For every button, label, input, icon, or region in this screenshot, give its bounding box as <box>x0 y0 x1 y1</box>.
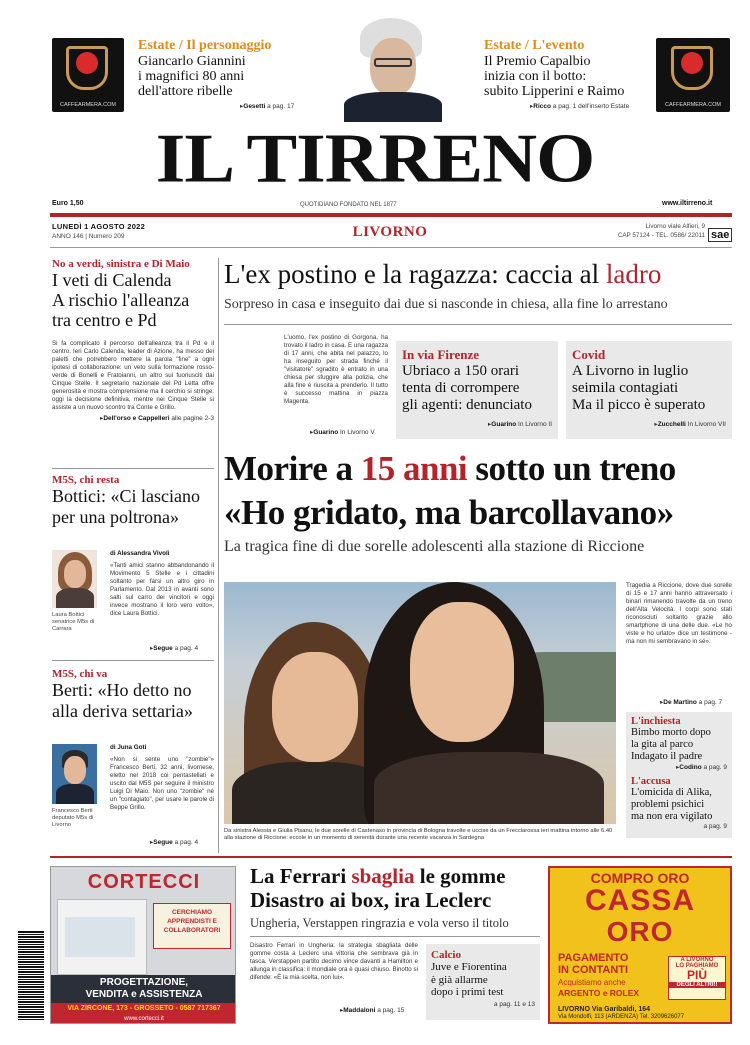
teaser-bar <box>0 0 750 125</box>
promo-badge <box>668 956 726 1000</box>
ad-address: VIA ZIRCONE, 173 - GROSSETO - 0587 717367 <box>51 1003 236 1014</box>
ferrari-subhead: Ungheria, Verstappen ringrazia e vola verso il titolo <box>250 916 509 930</box>
story-ref[interactable]: ▸Maddaloni a pag. 15 <box>340 1007 405 1014</box>
promo-line: LO PAGHIAMO <box>675 963 719 969</box>
dateline-rule <box>50 247 732 248</box>
ref-author: Segue <box>153 645 173 652</box>
kicker: L'inchiesta <box>631 716 681 727</box>
masthead-title[interactable]: IL TIRRENO <box>155 119 595 198</box>
kicker: M5S, chi va <box>52 668 108 680</box>
headline: I veti di Calenda <box>52 270 172 290</box>
headline: la gita al parco <box>631 739 694 750</box>
headline: Ubriaco a 150 orari <box>402 363 520 379</box>
ad-compro-oro[interactable] <box>548 866 732 1024</box>
box-firenze[interactable] <box>396 341 558 439</box>
headline-text: le gomme <box>414 864 506 888</box>
headline: per una poltrona» <box>52 507 179 527</box>
headline: tra centro e Pd <box>52 310 157 330</box>
ref-page: In Livorno II <box>518 421 552 428</box>
divider <box>52 468 214 469</box>
teaser-right-line: Il Premio Capalbio <box>484 54 591 69</box>
ref-page: a pag. 7 <box>698 699 723 706</box>
ad-address: LIVORNO Via Garibaldi, 164 <box>558 1006 651 1013</box>
kicker: No a verdi, sinistra e Di Maio <box>52 258 190 270</box>
ref-page: a pag. 9 <box>703 823 727 830</box>
ad-address: Via Mondolfi, 113 (ARDENZA) Tel. 3209626077 <box>558 1014 685 1020</box>
ad-line: PAGAMENTO <box>558 952 629 964</box>
headline: L'omicida di Alika, <box>631 787 712 798</box>
headline: A Livorno in luglio <box>572 363 689 379</box>
headline: Ma il picco è superato <box>572 397 706 413</box>
left-column <box>52 258 214 422</box>
ref-author: Dell'orso e Cappelleri <box>103 415 170 422</box>
divider <box>52 660 214 661</box>
box-accusa[interactable] <box>626 772 732 838</box>
cafe-label: CAFFEARMERA.COM <box>60 102 116 108</box>
teaser-left-kicker: Estate / Il personaggio <box>138 38 272 53</box>
heart-icon <box>681 52 703 74</box>
ref-author: Gesetti <box>243 103 266 110</box>
ref-author: Codino <box>679 764 702 771</box>
headline: Berti: «Ho detto no <box>52 680 192 700</box>
headline: A rischio l'alleanza <box>52 290 190 310</box>
column-divider <box>218 258 219 853</box>
headline: dopo i primi test <box>431 986 504 998</box>
body-text: «Tanti amici stanno abbandonando il Movimento 5 Stelle e i cittadini soltanto per farsi un altro giro in Parlamento. Dal 2013 in avanti sono salti sul carro dei vincitori e oggi invece mostrano il loro vero volto», dice Laura Bottici. <box>110 562 214 617</box>
divider <box>224 324 732 325</box>
body-text: Si fa complicato il percorso dell'alleanza tra il Pd e il centro. Ieri Carlo Calenda, leader di Azione, ha messo dei paletti che potrebbero mettere la parola "fine" a ogni ipotesi di collaborazione: un veto sulla formazione rosso-verde di Bonelli e Fratoianni, un altro sui fuoriusciti dai Cinque Stelle. Il segretario nazionale del Pd Letta offre generosità e mostra comprensione ma il cerchio si stringe: oggi la decisione definitiva, mentre nei Cinque Stelle si assiste a un nuovo scontro tra Conte e Grillo. <box>52 340 214 411</box>
kicker: In via Firenze <box>402 347 480 362</box>
story-bottici[interactable] <box>52 474 214 528</box>
kicker: Covid <box>572 347 606 362</box>
top-story-subhead: Sorpreso in casa e inseguito dai due si nasconde in chiesa, alla fine lo arrestano <box>224 297 668 312</box>
headline: Indagato il padre <box>631 751 703 762</box>
headline-text: Morire a <box>224 449 361 488</box>
date: LUNEDÌ 1 AGOSTO 2022 <box>52 222 146 231</box>
cafe-ad-left[interactable] <box>52 38 124 112</box>
ad-title: CORTECCI <box>87 871 201 893</box>
ad-line: VENDITA e ASSISTENZA <box>51 989 236 1003</box>
headline-highlight: sbaglia <box>351 864 415 888</box>
ad-brand: ORO <box>606 916 674 947</box>
sae-logo: sae <box>708 228 732 242</box>
ad-line: Acquistiamo anche <box>558 978 626 987</box>
teaser-left-ref[interactable]: ▸Gesetti a pag. 17 <box>240 103 295 110</box>
ad-cortecci[interactable] <box>50 866 236 1024</box>
headline: Bimbo morto dopo <box>631 727 711 738</box>
main-headline-1[interactable] <box>224 448 734 490</box>
box-covid[interactable] <box>566 341 732 439</box>
ad-web: www.cortecci.it <box>51 1014 236 1024</box>
bottici-photo <box>52 550 97 608</box>
story-ref[interactable]: ▸Zucchelli In Livorno VII <box>654 421 726 428</box>
ad-line: IN CONTANTI <box>558 964 629 976</box>
teaser-right-line: inizia con il botto: <box>484 69 587 84</box>
headline-highlight: 15 anni <box>360 449 468 488</box>
headline-text: sotto un treno <box>467 449 676 488</box>
address-line: CAP 57124 - TEL. 0586/ 22011 <box>617 232 705 239</box>
byline: di Alessandra Vivoli <box>110 550 170 557</box>
ref-author: Maddaloni <box>343 1007 376 1014</box>
cafe-ad-right[interactable] <box>656 38 730 112</box>
photo-caption: Francesco Berti deputato M5s di Livorno <box>52 808 94 828</box>
story-ref[interactable]: ▸Codino a pag. 9 <box>676 764 727 771</box>
ref-page: a pag. 4 <box>174 839 199 846</box>
edition: LIVORNO <box>352 224 428 240</box>
ref-page: a pag. 11 e 13 <box>493 1000 535 1008</box>
headline: alla deriva settaria» <box>52 701 193 721</box>
main-story-body: Tragedia a Riccione, dove due sorelle di 15 e 17 anni hanno attraversato i binari rimanendo travolte da un treno dell'Alta Velocità. I corpi sono stati riconosciuti soltanto grazie allo smartphone di una delle due. «Le ho viste e ho urlato» dice un testimone - ma non mi sembravano in sé». <box>626 582 732 645</box>
teaser-right[interactable] <box>484 38 654 99</box>
issue: ANNO 146 | Numero 209 <box>52 233 125 240</box>
ref-page: a pag. 9 <box>703 764 727 771</box>
story-ref[interactable]: ▸Dell'orso e Cappelleri alle pagine 2-3 <box>100 415 214 422</box>
ref-page: a pag. 1 dell'inserto Estate <box>552 103 630 110</box>
teaser-right-kicker: Estate / L'evento <box>484 38 585 53</box>
ad-line: ARGENTO e ROLEX <box>558 988 640 998</box>
headline: problemi psichici <box>631 799 705 810</box>
teaser-left-line: i magnifici 80 anni <box>138 69 245 84</box>
main-subhead: La tragica fine di due sorelle adolescenti alla stazione di Riccione <box>224 538 645 555</box>
headline: seimila contagiati <box>572 380 679 396</box>
ferrari-headline-2[interactable]: Disastro ai box, ira Leclerc <box>250 888 492 912</box>
story-ref[interactable]: ▸De Martino a pag. 7 <box>660 699 723 706</box>
byline: di Juna Goti <box>110 744 147 751</box>
ferrari-headline-1[interactable] <box>250 864 540 888</box>
divider <box>250 936 540 937</box>
photo-caption: Da sinistra Alessia e Giulia Pisanu, le due sorelle di Castenaso in provincia di Bologna travolte e uccise da un Frecciarossa ieri mattina intorno alle 6.40 alla stazione di Riccione: eccole in un momento di serenità durante una recente vacanza in Sardegna <box>224 828 613 842</box>
headline: ma non era vigilato <box>631 811 713 822</box>
ad-sign: CERCHIAMO APPRENDISTI E COLLABORATORI <box>153 903 231 949</box>
story-ref[interactable]: ▸Guarino In Livorno V <box>310 429 375 436</box>
berti-photo <box>52 744 97 804</box>
ref-author: Zucchelli <box>657 421 686 428</box>
masthead-rule <box>50 213 732 217</box>
headline: è già allarme <box>431 973 488 986</box>
ad-top: COMPRO ORO <box>590 870 690 886</box>
story-ref[interactable] <box>631 823 727 830</box>
ad-brand: CASSA <box>584 884 695 917</box>
ref-page: a pag. 15 <box>377 1007 405 1014</box>
headline-text: L'ex postino e la ragazza: caccia al <box>224 259 606 289</box>
body-text: «Non si sente uno "zombie"» Francesco Berti, 32 anni, livornese, eletto nel 2018 coi pentastellati e uscito dal M5S per seguire il ministro Luigi Di Maio. Non uno "zombie" né un "contagiato", per usare le parole di Beppe Grillo. <box>110 756 214 811</box>
giannini-photo <box>330 10 448 122</box>
promo-line: A LIVORNO <box>680 957 714 963</box>
headline: Bottici: «Ci lasciano <box>52 486 200 506</box>
teaser-right-ref[interactable]: ▸Ricco a pag. 1 dell'inserto Estate <box>530 103 630 110</box>
heart-icon <box>76 52 98 74</box>
story-ref[interactable] <box>431 1001 535 1008</box>
ad-line: PROGETTAZIONE, <box>51 975 236 989</box>
story-ref[interactable]: ▸Segue a pag. 4 <box>150 645 199 652</box>
ref-page: alle pagine 2-3 <box>171 415 214 422</box>
section-rule <box>50 856 732 858</box>
price: Euro 1,50 <box>52 200 84 207</box>
ferrari-body: Disastro Ferrari in Ungheria: la strategia sbagliata delle gomme costa a Leclerc una vittoria che sembrava già in tasca. Verstappen partito decimo vince davanti a Hamilton e allunga in classifica: il mondiale ora è quasi chiuso. Binotto si difende: «È la mia scelta, non lui». <box>250 942 418 981</box>
box-calcio[interactable] <box>426 944 540 1020</box>
top-story-body: L'uomo, l'ex postino di Gorgona, ha trovato il ladro in casa. E una ragazza di 17 anni, che abita nel palazzo, lo ha inseguito per strada finché il "visitatore" sgradito è entrato in una chiesa per sfuggire alla polizia, che alla fine è riuscita a prenderlo. Il tutto è successo mattina in piazza Magenta. <box>284 334 388 405</box>
kicker: M5S, chi resta <box>52 474 120 486</box>
story-ref[interactable]: ▸Segue a pag. 4 <box>150 839 199 846</box>
barcode <box>18 930 44 1020</box>
headline-text: La Ferrari <box>250 864 352 888</box>
teaser-right-line: subito Lipperini e Raimo <box>484 84 625 99</box>
sisters-photo[interactable] <box>224 582 616 824</box>
promo-line: PIÙ <box>686 968 707 982</box>
ref-author: Ricco <box>533 103 551 110</box>
photo-caption: Laura Bottici senatrice M5s di Carrara <box>52 612 95 632</box>
main-headline-2[interactable]: «Ho gridato, ma barcollavano» <box>224 493 674 532</box>
teaser-left[interactable] <box>138 38 318 99</box>
headline: Juve e Fiorentina <box>431 961 507 973</box>
founded-note: QUOTIDIANO FONDATO NEL 1877 <box>300 202 397 208</box>
teaser-left-line: Giancarlo Giannini <box>138 54 246 69</box>
story-calenda[interactable] <box>52 258 214 422</box>
kicker: L'accusa <box>631 776 671 787</box>
top-story-headline[interactable] <box>224 258 734 290</box>
ref-author: Guarino <box>491 421 517 428</box>
story-ref[interactable]: ▸Guarino In Livorno II <box>488 421 552 428</box>
headline: gli agenti: denunciato <box>402 397 532 413</box>
address-line: Livorno viale Alfieri, 9 <box>645 223 705 230</box>
website[interactable]: www.iltirreno.it <box>662 200 713 207</box>
teaser-left-line: dell'attore ribelle <box>138 84 233 99</box>
ref-author: De Martino <box>663 699 697 706</box>
headline-highlight: ladro <box>605 259 662 289</box>
ref-page: a pag. 17 <box>267 103 295 110</box>
ref-author: Guarino <box>313 429 339 436</box>
promo-line: DEGLI ALTRI!! <box>669 982 725 988</box>
ref-author: Segue <box>153 839 173 846</box>
cafe-label: CAFFEARMERA.COM <box>665 102 721 108</box>
headline: tenta di corrompere <box>402 380 520 396</box>
ref-page: In Livorno VII <box>687 421 726 428</box>
kicker: Calcio <box>431 949 461 961</box>
ref-page: a pag. 4 <box>174 645 199 652</box>
story-berti[interactable] <box>52 668 214 722</box>
ref-page: In Livorno V <box>340 429 375 436</box>
